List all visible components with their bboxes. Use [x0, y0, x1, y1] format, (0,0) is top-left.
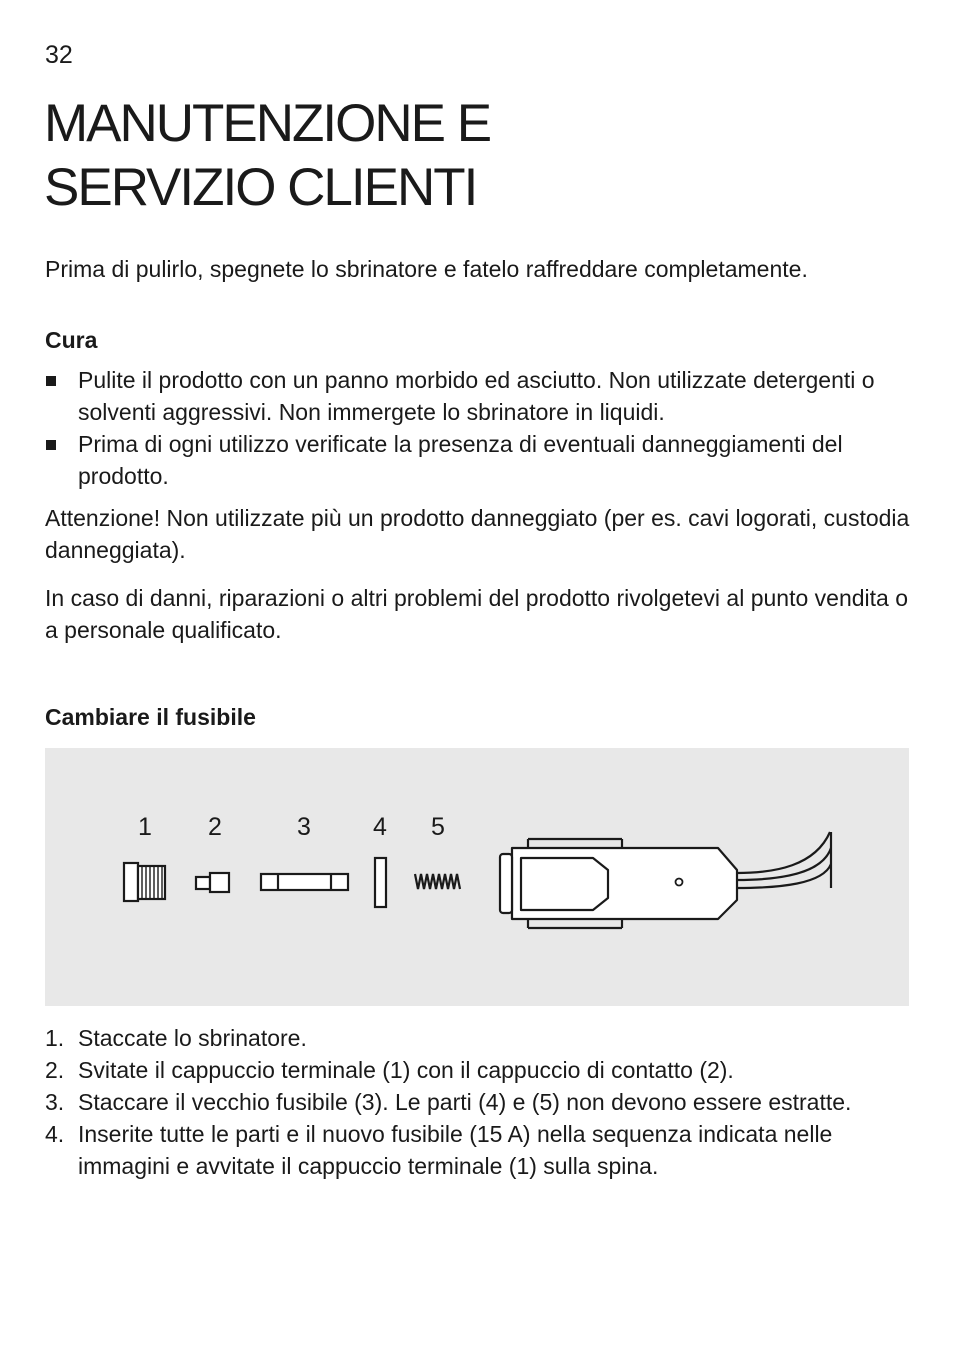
fuse-step: [45, 1086, 915, 1118]
fuse-step-text: Staccare il vecchio fusibile (3). Le parti (4) e (5) non devono essere estratte.: [78, 1089, 852, 1115]
fuse-step-number: 2.: [45, 1057, 65, 1083]
care-bullet-text: Prima di ogni utilizzo verificate la presenza di eventuali danneggiamenti del prodotto.: [78, 431, 843, 489]
fuse-step-number: 3.: [45, 1089, 65, 1115]
fuse-step-number: 1.: [45, 1025, 65, 1051]
fuse-step-text: Inserite tutte le parti e il nuovo fusibile (15 A) nella sequenza indicata nelle immagini e avvitate il cappuccio terminale (1) sulla spina.: [78, 1121, 833, 1179]
bullet-square-icon: [46, 376, 56, 386]
fuse-step: [45, 1022, 915, 1054]
care-bullet: [45, 364, 915, 428]
service-paragraph: In caso di danni, riparazioni o altri problemi del prodotto rivolgetevi al punto vendita o a personale qualificato.: [45, 585, 909, 643]
terminal-cap-icon: [124, 863, 165, 901]
care-bullet-list: [45, 364, 915, 492]
contact-plate-icon: [375, 858, 386, 907]
part-label-3: 3: [297, 813, 311, 841]
contact-cap-icon: [196, 873, 229, 892]
bullet-square-icon: [46, 440, 56, 450]
warning-paragraph: Attenzione! Non utilizzate più un prodotto danneggiato (per es. cavi logorati, custodia danneggiata).: [45, 505, 910, 563]
fuse-step: [45, 1054, 915, 1086]
care-heading: Cura: [45, 327, 98, 353]
page-title-line-2: SERVIZIO CLIENTI: [44, 158, 477, 217]
part-label-2: 2: [208, 813, 222, 841]
care-bullet: [45, 428, 915, 492]
page-number: 32: [45, 41, 73, 69]
part-label-5: 5: [431, 813, 445, 841]
part-label-4: 4: [373, 813, 387, 841]
plug-cable-icon: [737, 832, 831, 888]
fuse-step-number: 4.: [45, 1121, 65, 1147]
fuse-heading: Cambiare il fusibile: [45, 704, 256, 730]
intro-paragraph: Prima di pulirlo, spegnete lo sbrinatore e fatelo raffreddare completamente.: [45, 256, 808, 282]
fuse-step-text: Staccate lo sbrinatore.: [78, 1025, 307, 1051]
fuse-diagram-drawing: [45, 748, 909, 1006]
spring-icon: [415, 874, 460, 889]
fuse-step: [45, 1118, 915, 1182]
fuse-diagram: [45, 748, 909, 1006]
page-title: [44, 92, 490, 220]
plug-body-icon: [500, 839, 737, 928]
fuse-steps-list: [45, 1022, 915, 1182]
care-bullet-text: Pulite il prodotto con un panno morbido ed asciutto. Non utilizzate detergenti o solventi aggressivi. Non immergete lo sbrinatore in liquidi.: [78, 367, 875, 425]
part-label-1: 1: [138, 813, 152, 841]
fuse-step-text: Svitate il cappuccio terminale (1) con il cappuccio di contatto (2).: [78, 1057, 734, 1083]
page-title-line-1: MANUTENZIONE E: [44, 94, 491, 153]
fuse-icon: [261, 874, 348, 890]
